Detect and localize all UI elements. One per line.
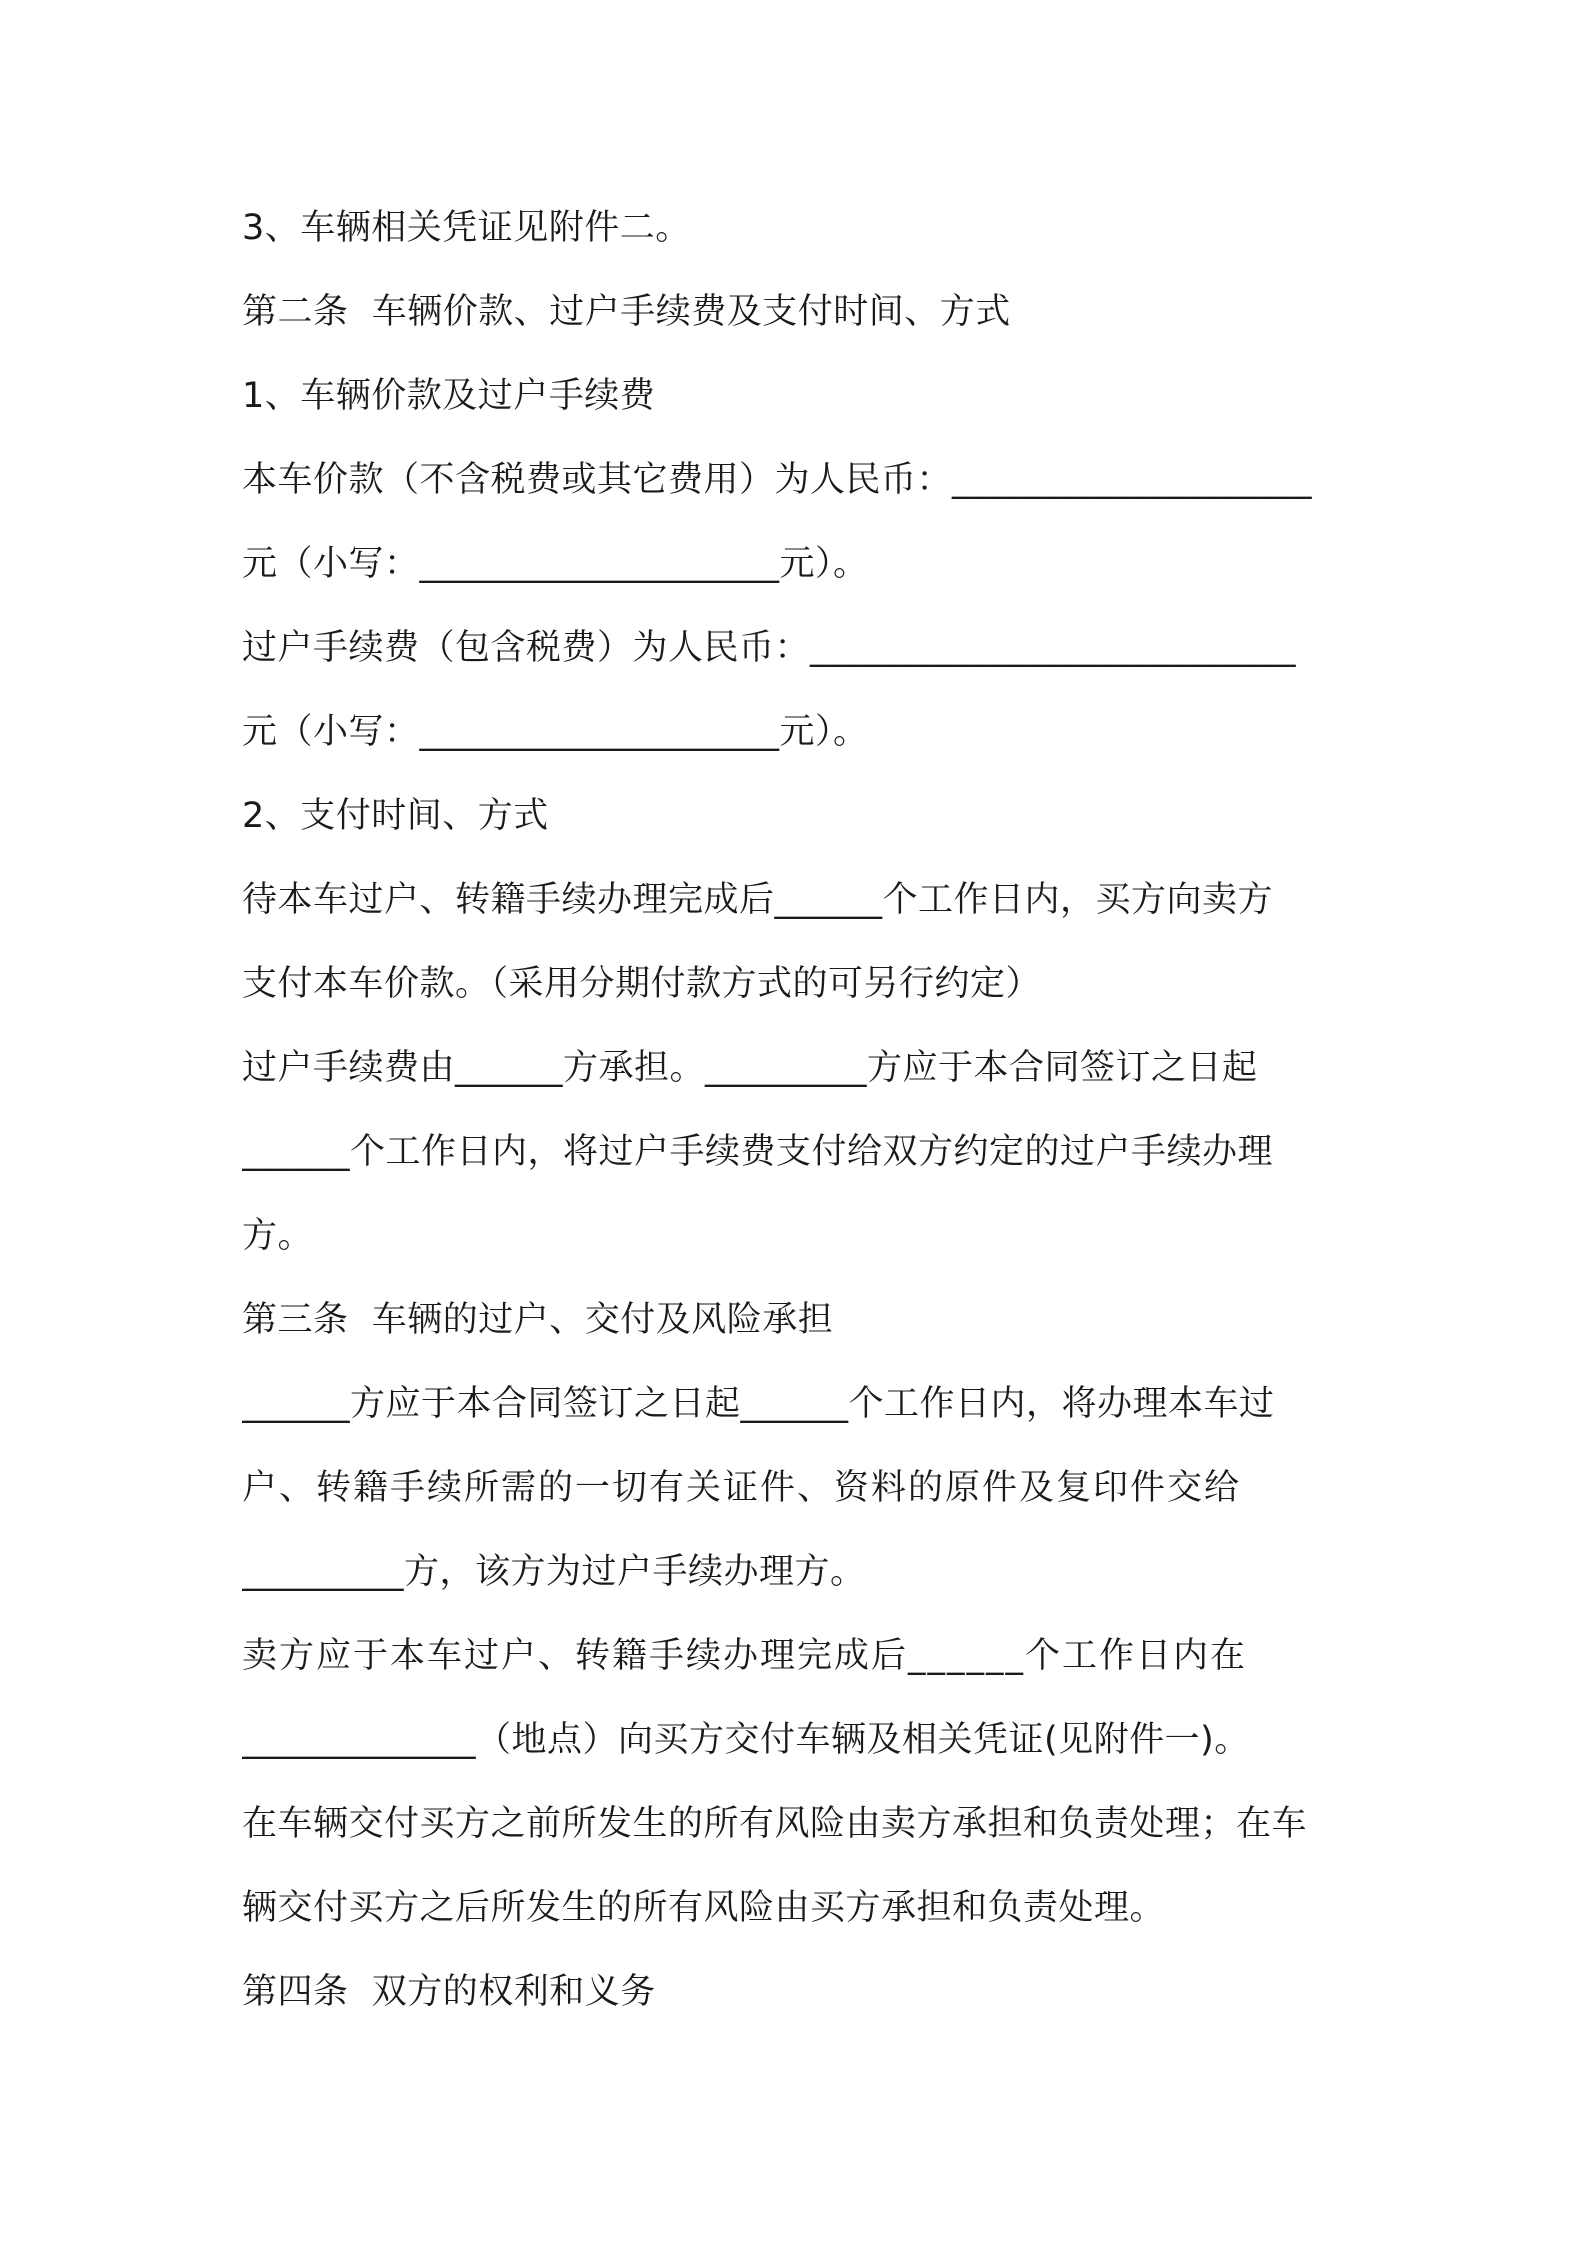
- payment-paragraph-line-2: 支付本车价款。（采用分期付款方式的可另行约定）: [242, 964, 1042, 1004]
- article-3-heading: 第三条 车辆的过户、交付及风险承担: [242, 1300, 834, 1340]
- clause-item-2-heading: 2、支付时间、方式: [242, 796, 549, 836]
- clause-item-1-heading: 1、车辆价款及过户手续费: [242, 376, 656, 416]
- payment-paragraph-line-1: 待本车过户、转籍手续办理完成后______个工作日内，买方向卖方: [242, 880, 1274, 920]
- fee-bearer-line-2: ______个工作日内，将过户手续费支付给双方约定的过户手续办理: [242, 1132, 1274, 1172]
- clause-item-3-certificates: 3、车辆相关凭证见附件二。: [242, 208, 691, 248]
- transfer-fee-line: 过户手续费（包含税费）为人民币：___________________________: [242, 628, 1297, 668]
- article-2-heading: 第二条 车辆价款、过户手续费及支付时间、方式: [242, 292, 1011, 332]
- transfer-docs-line-1: ______方应于本合同签订之日起______个工作日内，将办理本车过: [242, 1384, 1275, 1424]
- fee-bearer-line-3: 方。: [242, 1216, 314, 1256]
- vehicle-price-amount-line: 元（小写：____________________元）。: [242, 544, 869, 584]
- transfer-docs-line-2: 户、转籍手续所需的一切有关证件、资料的原件及复印件交给: [242, 1468, 1242, 1508]
- fee-bearer-line-1: 过户手续费由______方承担。_________方应于本合同签订之日起: [242, 1048, 1258, 1088]
- delivery-line-1: 卖方应于本车过户、转籍手续办理完成后______个工作日内在: [242, 1636, 1248, 1676]
- transfer-fee-amount-line: 元（小写：____________________元）。: [242, 712, 869, 752]
- delivery-line-2: _____________（地点）向买方交付车辆及相关凭证(见附件一)。: [242, 1720, 1250, 1760]
- vehicle-price-line: 本车价款（不含税费或其它费用）为人民币：____________________: [242, 460, 1313, 500]
- risk-line-1: 在车辆交付买方之前所发生的所有风险由卖方承担和负责处理；在车: [242, 1804, 1308, 1844]
- risk-line-2: 辆交付买方之后所发生的所有风险由买方承担和负责处理。: [242, 1888, 1166, 1928]
- article-4-heading: 第四条 双方的权利和义务: [242, 1972, 656, 2012]
- transfer-docs-line-3: _________方，该方为过户手续办理方。: [242, 1552, 866, 1592]
